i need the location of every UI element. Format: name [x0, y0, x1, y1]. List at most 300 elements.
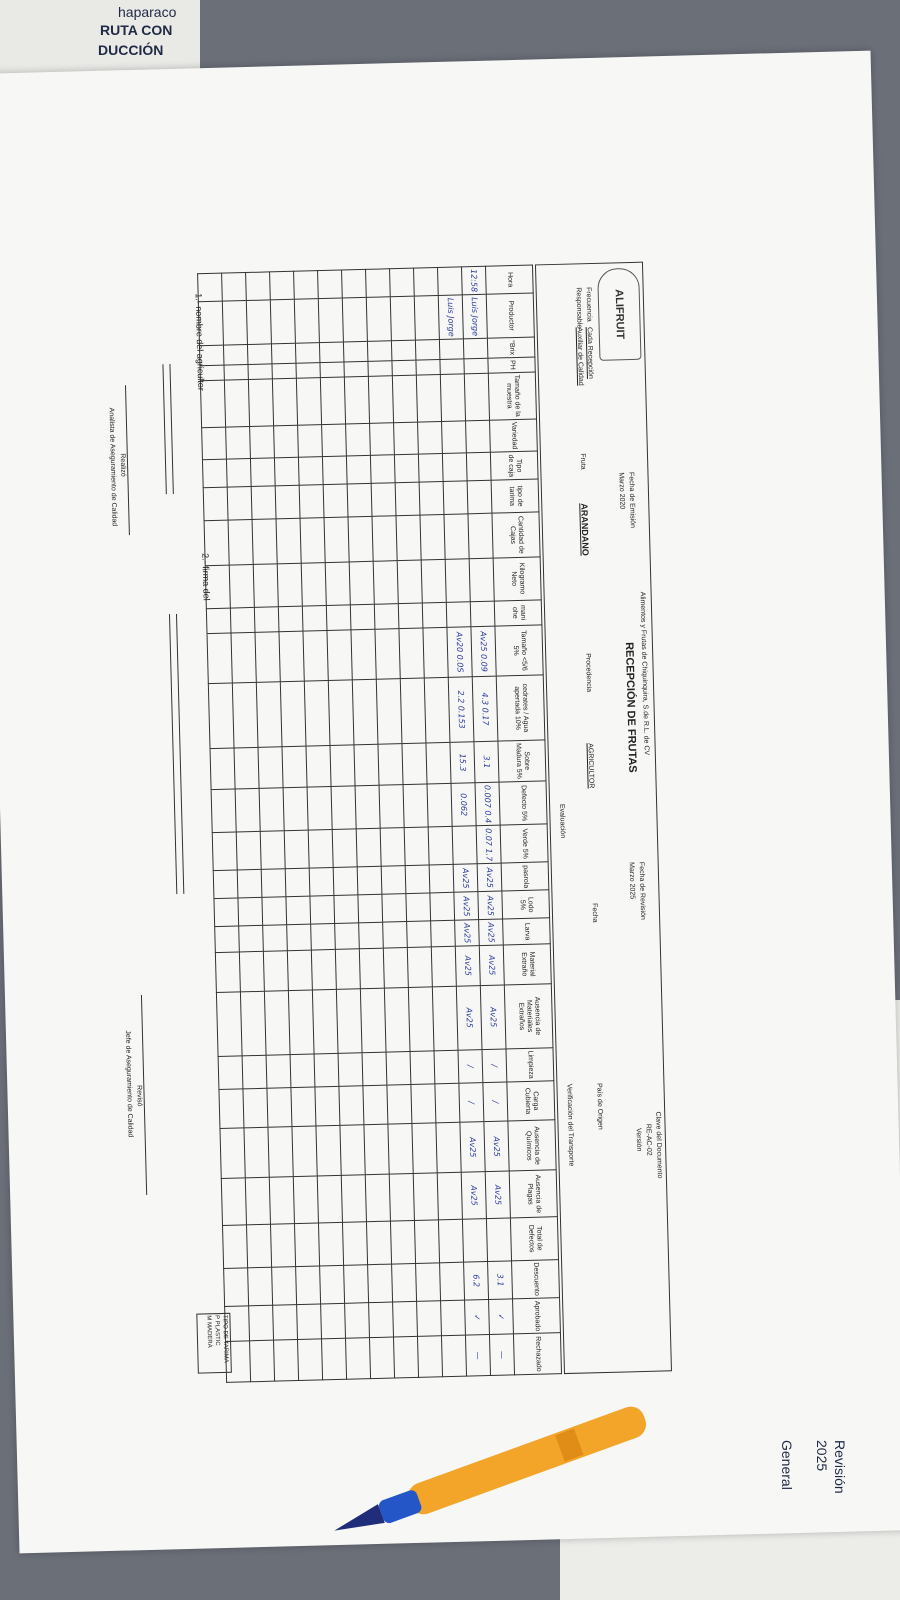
table-cell: [322, 456, 347, 484]
table-cell: [274, 1340, 299, 1381]
table-cell: Av25: [453, 864, 478, 893]
table-cell: [221, 1178, 246, 1225]
procedencia: AGRICULTOR: [586, 743, 595, 789]
table-cell: [443, 481, 468, 515]
table-cell: [466, 452, 491, 480]
table-cell: [469, 558, 494, 602]
table-cell: [432, 986, 458, 1051]
table-cell: [367, 341, 392, 361]
table-cell: [356, 828, 381, 867]
table-cell: [239, 926, 264, 952]
table-cell: [294, 299, 319, 344]
table-cell: [436, 1123, 461, 1174]
column-header: Rechazado: [513, 1333, 561, 1375]
table-cell: [246, 1224, 271, 1267]
table-cell: [232, 683, 258, 748]
table-cell: [267, 1087, 292, 1127]
table-cell: [306, 745, 331, 787]
table-cell: [224, 379, 249, 427]
table-cell: [270, 299, 295, 344]
table-cell: [405, 865, 430, 894]
table-cell: [212, 832, 237, 871]
responsable: Auxiliar de Calidad: [575, 327, 585, 386]
table-cell: [315, 1086, 340, 1126]
bg-right-text-3: General: [779, 1440, 795, 1490]
table-cell: [231, 632, 256, 683]
table-cell: [320, 362, 344, 377]
table-cell: [414, 1220, 439, 1263]
table-cell: Av25: [479, 920, 504, 946]
tarima-plastic: P PLASTIC: [213, 1315, 221, 1346]
table-cell: [248, 379, 273, 427]
table-cell: [311, 924, 336, 950]
table-cell: [335, 949, 360, 989]
table-cell: Av25: [477, 863, 502, 892]
table-cell: [304, 681, 330, 746]
responsable-label: Responsable: [574, 287, 583, 329]
table-cell: [466, 420, 491, 453]
table-cell: [392, 360, 416, 375]
table-cell: [245, 1178, 270, 1225]
table-cell: /: [483, 1082, 508, 1122]
table-cell: [412, 1123, 437, 1174]
table-cell: [427, 783, 452, 827]
table-cell: [366, 1221, 391, 1264]
column-header: Ausencia de Químicos: [508, 1120, 556, 1171]
table-cell: [381, 866, 406, 895]
table-cell: [320, 377, 345, 425]
table-cell: [300, 518, 325, 563]
table-cell: [206, 608, 231, 634]
table-cell: [392, 375, 417, 423]
table-cell: [416, 359, 440, 374]
column-header: Limpieza: [506, 1048, 554, 1082]
table-cell: [310, 896, 335, 925]
table-cell: [222, 273, 247, 302]
table-cell: [276, 518, 301, 563]
table-cell: [270, 1223, 295, 1266]
table-cell: [394, 454, 419, 482]
column-header: Total de Defectos: [510, 1217, 558, 1261]
table-cell: [235, 788, 260, 832]
table-cell: [346, 456, 371, 484]
fruta-label: Fruta: [578, 453, 587, 470]
table-cell: [370, 455, 395, 483]
table-cell: [258, 747, 283, 789]
table-cell: [263, 951, 288, 991]
table-cell: [346, 1338, 371, 1379]
table-cell: [266, 1054, 291, 1088]
column-header: Carga Cubierta: [507, 1081, 555, 1122]
table-cell: [280, 681, 306, 746]
column-header: Tamaño de la muestra: [488, 372, 536, 420]
column-header: Ausencia de Plagas: [509, 1170, 557, 1218]
table-cell: [437, 1173, 462, 1220]
table-cell: [284, 830, 309, 869]
table-cell: [347, 483, 372, 517]
table-cell: [382, 894, 407, 923]
table-cell: [426, 742, 451, 784]
table-cell: [417, 1301, 442, 1337]
table-cell: Av25: [479, 945, 504, 985]
table-cell: [294, 271, 319, 300]
bg-right-text-1: 2025: [814, 1440, 830, 1472]
table-cell: [418, 454, 443, 482]
table-cell: [344, 376, 369, 424]
table-cell: /: [458, 1049, 483, 1083]
table-cell: [467, 480, 492, 514]
table-cell: [388, 1124, 413, 1175]
table-cell: [338, 1053, 363, 1087]
table-cell: [237, 870, 262, 899]
table-cell: [446, 601, 471, 627]
table-cell: [264, 990, 290, 1055]
table-cell: [226, 426, 251, 459]
table-cell: [242, 1055, 267, 1089]
table-cell: [302, 605, 327, 631]
tarima-title: TIPO DE TARIMA: [221, 1314, 229, 1363]
table-cell: [383, 922, 408, 948]
table-cell: [222, 301, 247, 346]
table-cell: [398, 603, 423, 629]
table-cell: [355, 785, 380, 829]
table-cell: [251, 486, 276, 520]
company-name: Alimentos y Frutas de Chiquinquira, S.de R.L. de CV: [638, 591, 650, 756]
table-cell: [243, 1088, 268, 1128]
table-cell: [318, 1222, 343, 1265]
table-cell: [215, 926, 240, 952]
column-header: Ausencia de Materiales Extraños: [504, 984, 553, 1049]
table-cell: [332, 829, 357, 868]
table-cell: [287, 925, 312, 951]
column-header: Hora: [485, 265, 533, 294]
table-cell: [246, 300, 271, 345]
table-cell: [346, 423, 371, 456]
table-cell: [394, 422, 419, 455]
table-cell: 0.07 1.7: [476, 825, 501, 864]
table-cell: [408, 987, 434, 1052]
table-cell: [352, 680, 378, 745]
table-cell: [439, 339, 464, 359]
table-cell: [275, 485, 300, 519]
column-header: tipo de tarima: [491, 479, 539, 513]
table-cell: [325, 562, 350, 606]
form-title: RECEPCIÓN DE FRUTAS: [622, 641, 639, 773]
table-cell: [216, 992, 242, 1057]
table-cell: [298, 424, 323, 457]
table-cell: [269, 1177, 294, 1224]
table-cell: [399, 628, 424, 679]
fecha-emision: Marzo 2020: [617, 472, 626, 510]
verificacion-label: Verificación del Transporte: [565, 1083, 575, 1167]
table-cell: [419, 481, 444, 515]
table-cell: [464, 373, 489, 421]
bg-right-text-0: Revisión: [832, 1440, 848, 1494]
table-cell: [207, 633, 232, 684]
table-cell: [343, 341, 368, 361]
table-cell: [250, 458, 275, 486]
table-cell: [441, 1336, 466, 1377]
bg-left-text-1: RUTA CON: [100, 22, 173, 38]
table-cell: [342, 297, 367, 342]
table-cell: 0.062: [451, 783, 476, 827]
table-cell: [248, 1267, 273, 1306]
column-header: Descuento: [512, 1259, 560, 1299]
table-cell: [423, 627, 448, 678]
tarima-madera: M MADERA: [205, 1315, 213, 1348]
table-cell: [424, 678, 450, 743]
table-cell: [440, 359, 464, 374]
table-cell: [307, 787, 332, 831]
table-cell: [299, 485, 324, 519]
table-cell: [428, 827, 453, 866]
table-cell: [295, 343, 320, 363]
table-cell: [383, 947, 408, 987]
table-cell: [296, 377, 321, 425]
table-cell: [369, 1302, 394, 1338]
table-cell: [239, 951, 264, 991]
frecuencia-label: Frecuencia: [584, 286, 593, 322]
table-cell: [357, 867, 382, 896]
table-cell: /: [459, 1082, 484, 1122]
table-cell: [389, 1174, 414, 1221]
table-cell: —: [489, 1334, 514, 1375]
column-header: Tamaño <5/6 5%: [495, 625, 543, 677]
table-cell: [234, 747, 259, 789]
table-cell: [445, 558, 470, 602]
table-cell: [486, 1218, 511, 1261]
table-cell: [373, 560, 398, 604]
table-cell: [368, 375, 393, 423]
version-label: Versión: [634, 1127, 643, 1152]
table-cell: [386, 1051, 411, 1085]
column-header: Aprobado: [513, 1298, 561, 1335]
table-cell: [296, 1266, 321, 1305]
table-cell: [292, 1126, 317, 1177]
table-cell: [253, 563, 278, 607]
table-cell: [274, 425, 299, 458]
table-cell: [379, 785, 404, 829]
table-cell: [319, 342, 344, 362]
table-cell: [339, 1086, 364, 1126]
table-cell: [218, 1056, 243, 1090]
table-cell: [293, 1176, 318, 1223]
signature-line: [176, 614, 184, 894]
fecha-label: Fecha: [590, 903, 599, 923]
bg-left-text-2: DUCCIÓN: [98, 42, 164, 58]
table-cell: [440, 1262, 465, 1301]
table-cell: [435, 1083, 460, 1123]
table-cell: [395, 482, 420, 516]
procedencia-label: Procedencia: [584, 653, 593, 693]
table-cell: [286, 896, 311, 925]
column-header: Material Extraño: [503, 944, 551, 985]
table-cell: [390, 268, 415, 297]
table-cell: [393, 1301, 418, 1337]
form-sheet: [0, 51, 900, 1554]
table-cell: [417, 1336, 442, 1377]
table-cell: [390, 1220, 415, 1263]
table-cell: [327, 630, 352, 681]
column-header: cedrates / Agua apertada 10%: [496, 675, 545, 741]
table-cell: [321, 1303, 346, 1339]
table-cell: [411, 1084, 436, 1124]
table-cell: [220, 1128, 245, 1179]
table-cell: [256, 682, 282, 747]
table-cell: [328, 680, 354, 745]
table-cell: [364, 1124, 389, 1175]
table-cell: [434, 1050, 459, 1084]
table-cell: [291, 1087, 316, 1127]
table-cell: [294, 1223, 319, 1266]
table-cell: [252, 519, 277, 564]
evaluacion-label: Evaluación: [558, 803, 566, 839]
table-cell: [259, 788, 284, 832]
realizo-label: Realizó: [118, 453, 127, 477]
table-cell: [378, 743, 403, 785]
table-cell: [246, 272, 271, 301]
signature-line: [169, 364, 173, 494]
table-cell: Av25: [480, 985, 506, 1050]
table-cell: [463, 338, 488, 358]
table-cell: 3.1: [474, 741, 499, 783]
table-cell: [240, 991, 266, 1056]
table-cell: [255, 632, 280, 683]
column-header: Variedad: [490, 419, 538, 453]
frecuencia: Cada Recepción: [585, 326, 594, 379]
table-cell: [297, 1304, 322, 1340]
table-cell: [211, 789, 236, 833]
table-cell: [418, 421, 443, 454]
table-cell: [320, 1265, 345, 1304]
table-cell: [406, 893, 431, 922]
reception-table: [197, 265, 562, 1383]
fecha-revision-label: Fecha de Revisión: [637, 861, 647, 920]
table-cell: Av25: [456, 985, 482, 1050]
tarima-legend: [196, 1313, 232, 1374]
table-cell: 0.007 0.4: [475, 782, 500, 826]
table-cell: [236, 832, 261, 871]
table-cell: [366, 297, 391, 342]
table-cell: [470, 601, 495, 627]
table-cell: [311, 949, 336, 989]
table-cell: [254, 606, 279, 632]
table-cell: [202, 427, 227, 460]
table-cell: [368, 361, 392, 376]
table-cell: [334, 895, 359, 924]
column-header: Sobre Madura 5%: [498, 740, 546, 782]
table-cell: [360, 988, 386, 1053]
table-cell: [342, 269, 367, 298]
table-cell: [298, 457, 323, 485]
table-cell: Av25: [478, 891, 503, 920]
table-cell: [274, 458, 299, 486]
table-cell: [219, 1089, 244, 1129]
table-cell: Av25: [454, 892, 479, 921]
table-cell: ✓: [489, 1299, 514, 1335]
table-cell: [464, 358, 488, 373]
table-cell: [414, 296, 439, 341]
table-cell: [318, 298, 343, 343]
table-cell: [322, 1339, 347, 1380]
table-cell: 3.1: [488, 1261, 513, 1300]
table-cell: Av25: [485, 1171, 510, 1218]
table-cell: [273, 1305, 298, 1341]
table-cell: [420, 515, 445, 560]
table-cell: [285, 868, 310, 897]
table-cell: [271, 343, 296, 363]
table-cell: [296, 363, 320, 378]
table-cell: [440, 374, 465, 422]
table-cell: [387, 1084, 412, 1124]
table-cell: [371, 483, 396, 517]
table-cell: Av25: [460, 1122, 485, 1173]
reception-form: [73, 262, 672, 1387]
table-cell: [208, 683, 234, 748]
table-cell: [270, 271, 295, 300]
table-cell: [344, 1264, 369, 1303]
table-cell: [279, 631, 304, 682]
table-cell: [230, 607, 255, 633]
table-cell: [368, 1264, 393, 1303]
table-cell: [261, 869, 286, 898]
table-cell: [441, 1300, 466, 1336]
table-cell: [430, 893, 455, 922]
table-cell: Av25: [455, 946, 480, 986]
table-cell: [422, 602, 447, 628]
table-cell: [415, 340, 440, 360]
table-cell: [351, 629, 376, 680]
table-cell: [301, 562, 326, 606]
table-cell: [322, 424, 347, 457]
column-header: Cantidad de Cajas: [492, 512, 540, 558]
table-cell: Luis Jorge: [438, 295, 463, 340]
table-cell: [407, 947, 432, 987]
table-cell: [323, 484, 348, 518]
table-cell: [400, 678, 426, 743]
table-cell: [442, 421, 467, 454]
table-cell: [414, 268, 439, 297]
column-header: Productor: [486, 293, 534, 338]
table-cell: [326, 604, 351, 630]
column-header: Tipo de caja: [490, 451, 538, 480]
table-cell: 6.2: [464, 1261, 489, 1300]
table-cell: Av25: [461, 1172, 486, 1219]
table-cell: [416, 1262, 441, 1301]
table-cell: [272, 378, 297, 426]
table-cell: [317, 1176, 342, 1223]
column-header: mani ohe: [494, 599, 542, 626]
fecha-emision-label: Fecha de Emisión: [627, 471, 636, 529]
table-cell: [262, 897, 287, 926]
table-cell: [333, 867, 358, 896]
table-cell: [288, 990, 314, 1055]
table-cell: Av25: [455, 920, 480, 946]
table-cell: [365, 1174, 390, 1221]
table-cell: [282, 746, 307, 788]
table-cell: 12:58: [461, 266, 486, 295]
table-cell: [314, 1053, 339, 1087]
table-cell: [316, 1126, 341, 1177]
table-cell: [203, 487, 228, 521]
table-cell: [407, 921, 432, 947]
table-cell: 2.2 0.153: [448, 677, 474, 742]
column-header: Defecto 5%: [499, 781, 547, 825]
table-cell: [375, 629, 400, 680]
table-cell: [227, 486, 252, 520]
table-cell: [247, 344, 272, 364]
table-cell: [349, 561, 374, 605]
